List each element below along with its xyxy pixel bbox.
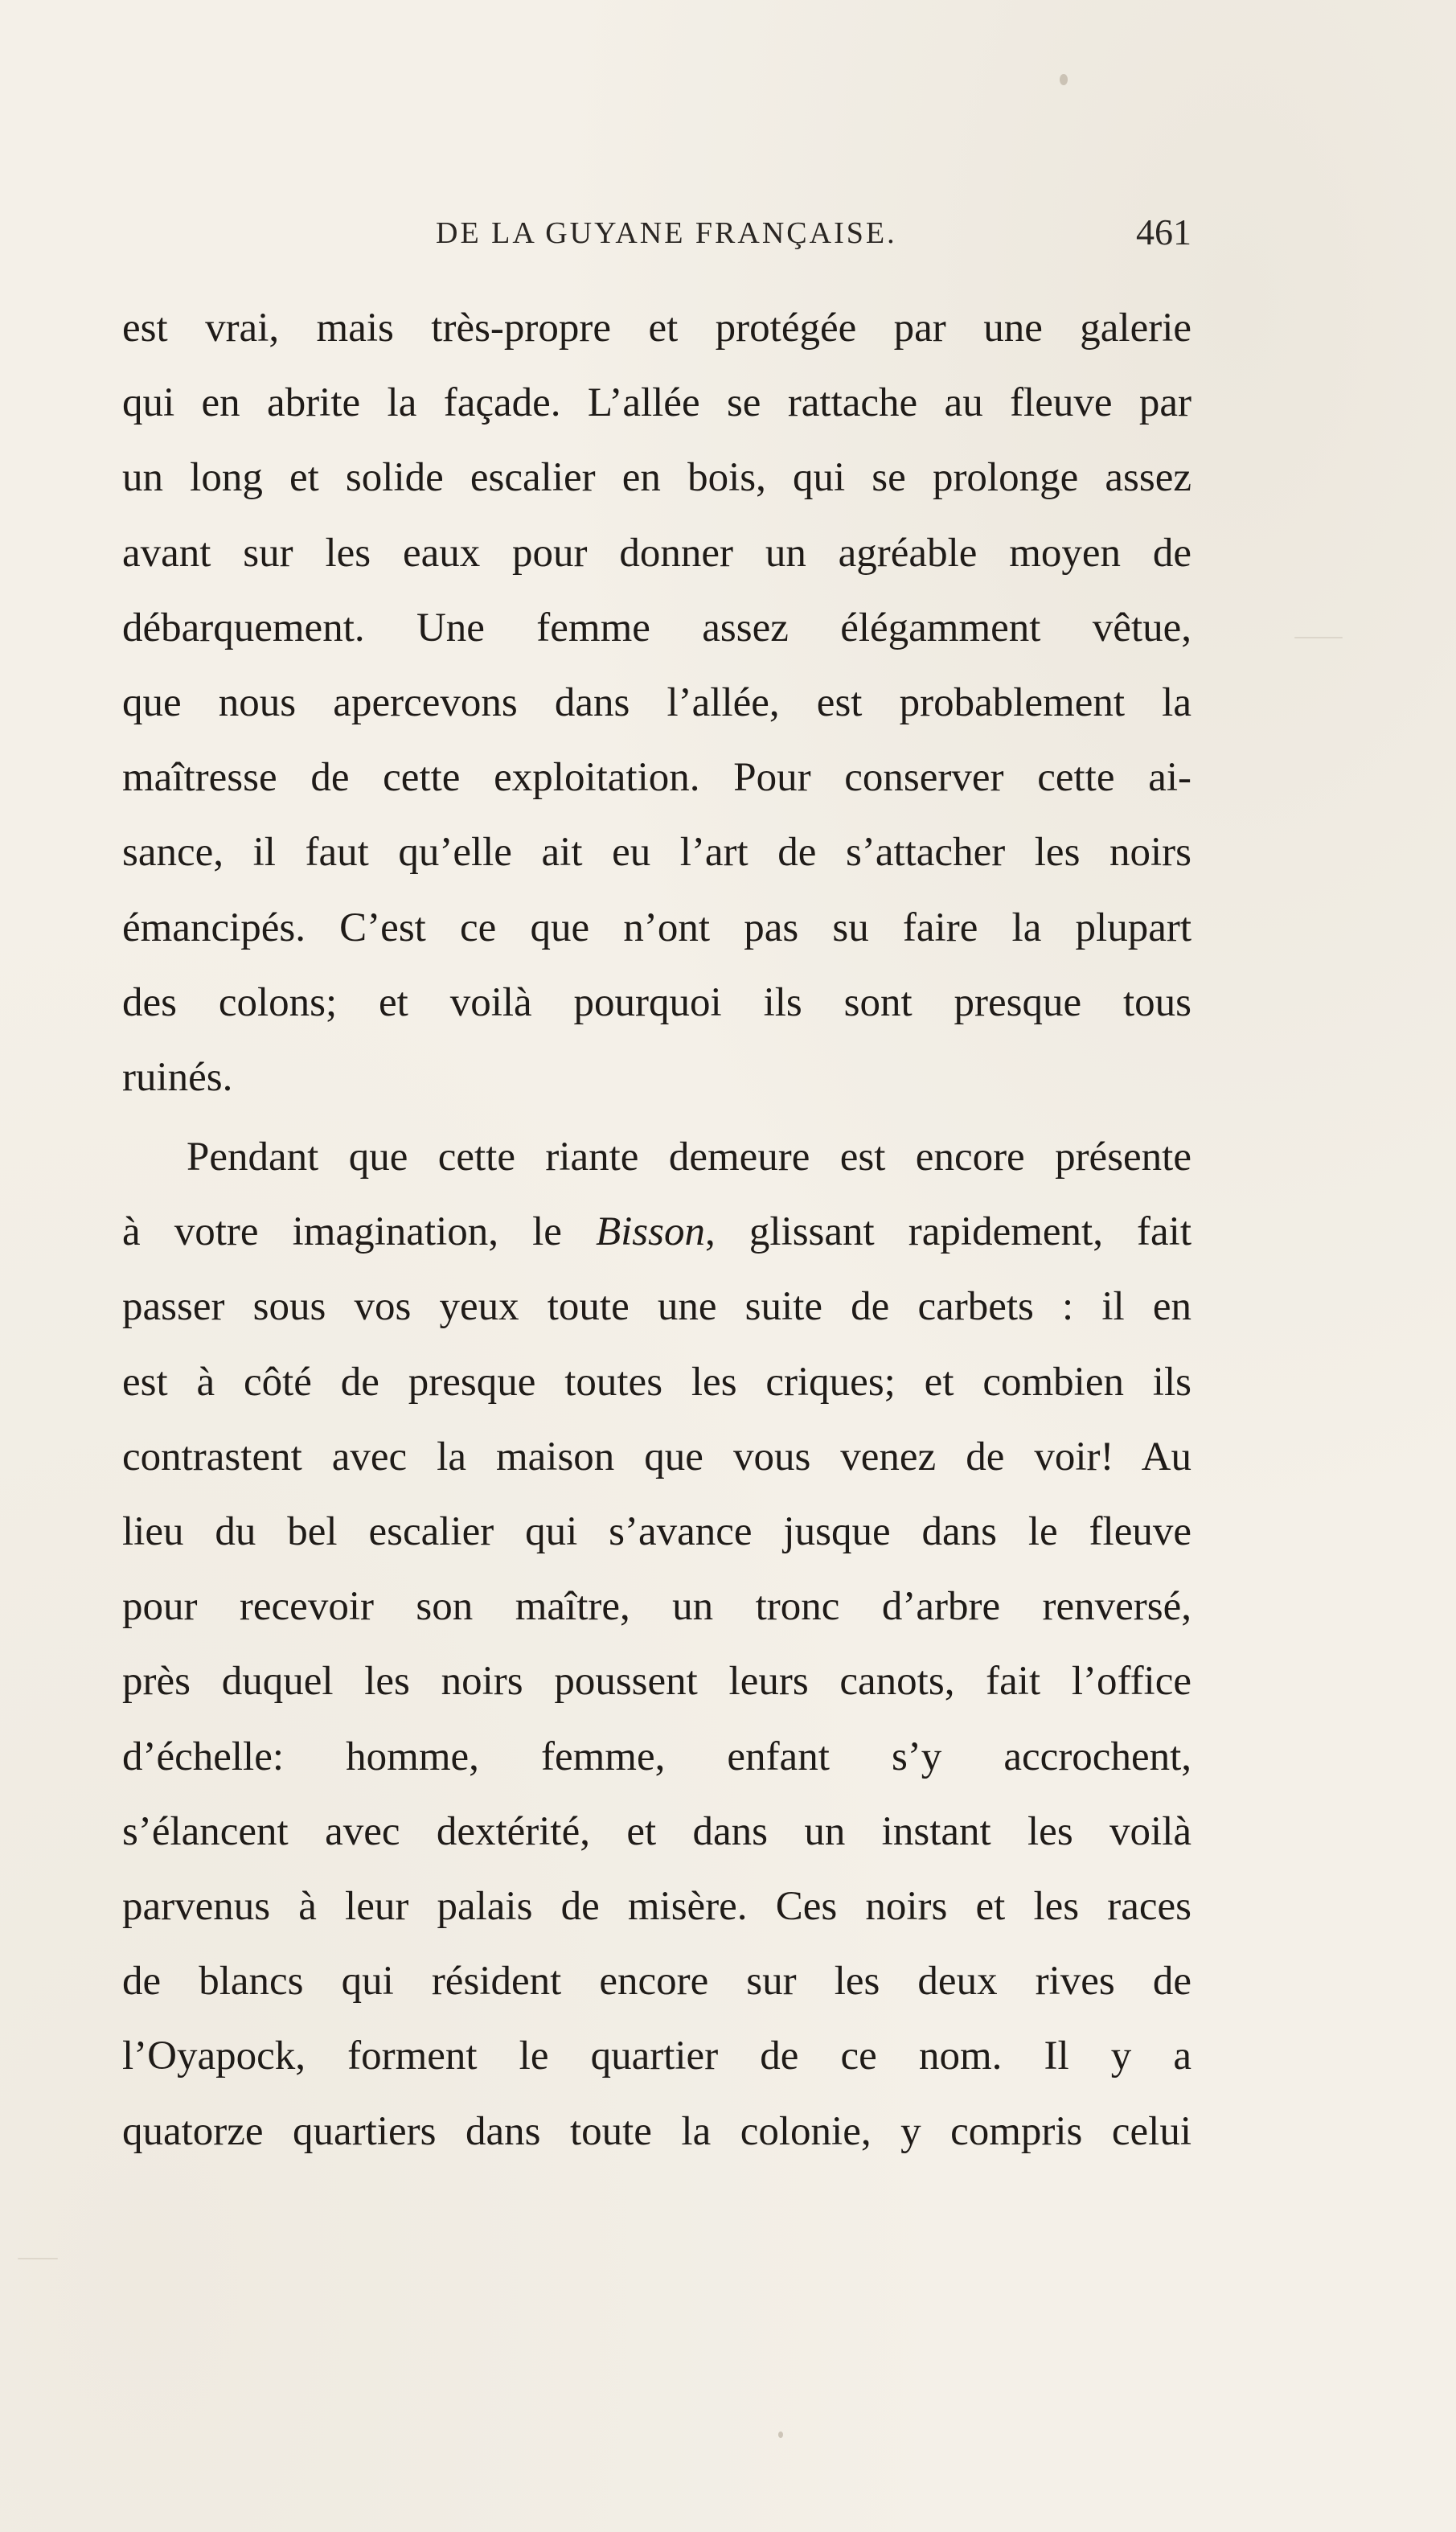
- paper-speck: [778, 2431, 783, 2438]
- text-segment: à votre imagination, le: [122, 1209, 596, 1255]
- body-text: [122, 291, 1191, 2169]
- text-line: passer sous vos yeux toute une suite de carbets : il en: [122, 1284, 1191, 1330]
- text-line: près duquel les noirs poussent leurs canots, fait l’office: [122, 1659, 1191, 1705]
- text-line-with-italic: [122, 1195, 1191, 1270]
- text-segment: , glissant rapidement, fait: [705, 1209, 1191, 1255]
- text-line: ruinés.: [122, 1054, 233, 1100]
- text-line: avant sur les eaux pour donner un agréable moyen de: [122, 530, 1191, 576]
- page-number: 461: [1136, 211, 1191, 252]
- page-header: [122, 211, 1191, 264]
- text-line: contrastent avec la maison que vous venez de voir! Au: [122, 1434, 1191, 1479]
- text-line: émancipés. C’est ce que n’ont pas su faire la plupart: [122, 905, 1191, 950]
- text-line: s’élancent avec dextérité, et dans un instant les voilà: [122, 1808, 1191, 1854]
- paragraph-2: [122, 1120, 1191, 2169]
- text-line: parvenus à leur palais de misère. Ces noirs et les races: [122, 1883, 1191, 1929]
- text-line: de blancs qui résident encore sur les deux rives de: [122, 1959, 1191, 2005]
- text-line: qui en abrite la façade. L’allée se rattache au fleuve par: [122, 380, 1191, 426]
- text-line: lieu du bel escalier qui s’avance jusque dans le fleuve: [122, 1509, 1191, 1554]
- text-line: que nous apercevons dans l’allée, est probablement la: [122, 679, 1191, 725]
- text-line: sance, il faut qu’elle ait eu l’art de s’attacher les noirs: [122, 830, 1191, 876]
- text-line: est à côté de presque toutes les criques; et combien ils: [122, 1359, 1191, 1405]
- text-line: un long et solide escalier en bois, qui se prolonge assez: [122, 455, 1191, 501]
- paper-speck: [1294, 637, 1343, 638]
- ship-name-italic: Bisson: [595, 1209, 706, 1255]
- text-line: l’Oyapock, forment le quartier de ce nom. Il y a: [122, 2033, 1191, 2079]
- paragraph-1: [122, 291, 1191, 1115]
- text-line: pour recevoir son maître, un tronc d’arbre renversé,: [122, 1584, 1191, 1630]
- text-line: est vrai, mais très-propre et protégée par une galerie: [122, 306, 1191, 351]
- paper-speck: [18, 2258, 58, 2259]
- text-line: des colons; et voilà pourquoi ils sont presque tous: [122, 979, 1191, 1025]
- text-line: Pendant que cette riante demeure est encore présente: [187, 1135, 1191, 1180]
- text-line: maîtresse de cette exploitation. Pour conserver cette ai-: [122, 755, 1191, 801]
- text-line: débarquement. Une femme assez élégamment vêtue,: [122, 605, 1191, 650]
- text-line: quatorze quartiers dans toute la colonie, y compris celui: [122, 2108, 1191, 2154]
- running-title: DE LA GUYANE FRANÇAISE.: [436, 216, 897, 250]
- paper-speck: [1060, 74, 1068, 85]
- text-line: d’échelle: homme, femme, enfant s’y accrochent,: [122, 1734, 1191, 1779]
